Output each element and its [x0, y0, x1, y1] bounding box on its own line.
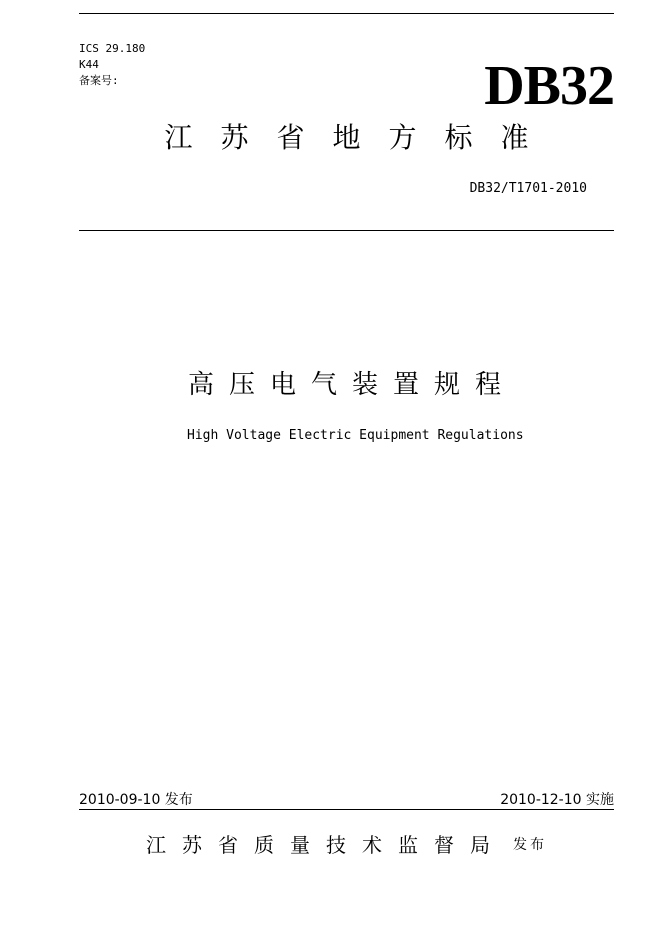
issuing-authority: 江苏省质量技术监督局	[146, 833, 506, 857]
header-meta	[79, 41, 145, 89]
header-rule	[79, 230, 614, 231]
standard-code: DB32/T1701-2010	[469, 181, 587, 196]
classification-code: K44	[79, 58, 99, 71]
top-rule	[79, 13, 614, 14]
db-logo: DB32	[484, 55, 614, 117]
issue-label: 发布	[513, 837, 547, 853]
document-subtitle: High Voltage Electric Equipment Regulations	[187, 428, 524, 443]
document-title: 高压电气装置规程	[188, 370, 517, 400]
footer-rule	[79, 809, 614, 810]
release-date: 2010-09-10 发布	[79, 792, 193, 808]
record-number-label: 备案号:	[79, 74, 119, 87]
standard-type: 江 苏 省 地 方 标 准	[164, 121, 529, 154]
ics-code: ICS 29.180	[79, 42, 146, 55]
implementation-date: 2010-12-10 实施	[500, 792, 614, 808]
